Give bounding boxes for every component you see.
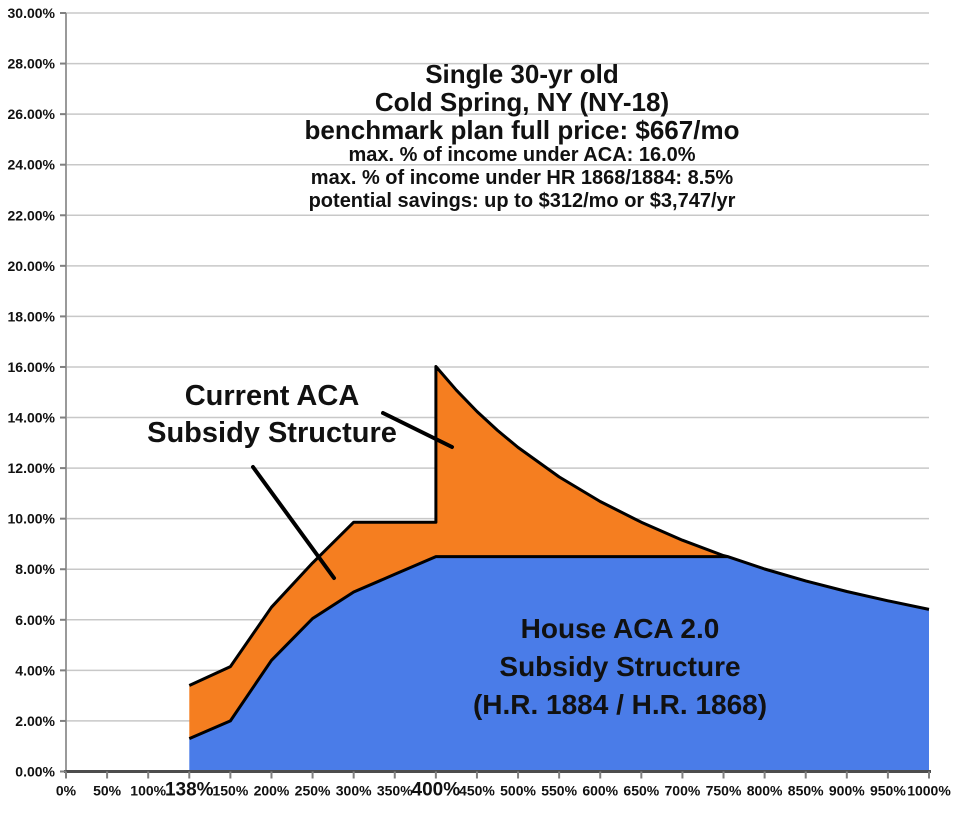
x-tick-label: 800% [746, 782, 783, 799]
x-tick-label: 50% [93, 782, 122, 799]
title-line-location: Cold Spring, NY (NY-18) [374, 87, 670, 117]
y-tick-label: 14.00% [7, 409, 55, 426]
y-tick-label: 30.00% [7, 5, 55, 21]
house-area-label-line1: House ACA 2.0 [520, 613, 720, 644]
x-tick-label: 900% [828, 782, 865, 799]
title-line-hr-max: max. % of income under HR 1868/1884: 8.5% [310, 167, 734, 189]
x-tick-label: 100% [130, 782, 167, 799]
x-tick-label: 400% [411, 779, 461, 801]
house-area-label-line3: (H.R. 1884 / H.R. 1868) [472, 689, 768, 720]
title-line-benchmark: benchmark plan full price: $667/mo [304, 115, 740, 145]
aca-area-label [72, 378, 472, 452]
leader-line [253, 467, 334, 578]
aca-area-label-line1: Current ACA [184, 380, 360, 412]
chart-title-block [242, 60, 802, 213]
x-tick-label: 300% [335, 782, 372, 799]
house-area-label-line2: Subsidy Structure [499, 651, 741, 682]
y-tick-label: 22.00% [7, 207, 55, 224]
x-tick-label: 650% [623, 782, 660, 799]
x-tick-label: 450% [459, 782, 495, 799]
x-tick-label: 138% [164, 779, 214, 801]
x-tick-label: 350% [376, 782, 413, 799]
x-tick-label: 850% [787, 782, 824, 799]
y-tick-label: 8.00% [15, 561, 55, 578]
y-tick-label: 6.00% [15, 611, 55, 628]
y-tick-label: 18.00% [7, 308, 55, 325]
y-tick-label: 20.00% [7, 257, 55, 274]
y-tick-label: 24.00% [7, 156, 55, 173]
x-tick-label: 750% [705, 782, 742, 799]
aca-area-label-line2: Subsidy Structure [147, 417, 397, 449]
y-tick-label: 16.00% [7, 358, 55, 375]
x-tick-label: 150% [212, 782, 249, 799]
x-tick-label: 1000% [907, 782, 951, 799]
x-tick-label: 950% [869, 782, 906, 799]
house-area-label [420, 610, 820, 724]
x-tick-label: 250% [294, 782, 331, 799]
y-tick-label: 10.00% [7, 510, 55, 527]
x-tick-label: 600% [582, 782, 619, 799]
x-tick-label: 550% [541, 782, 578, 799]
y-tick-label: 12.00% [7, 460, 55, 477]
x-tick-label: 500% [500, 782, 536, 799]
x-tick-label: 0% [55, 782, 77, 799]
x-tick-label: 200% [253, 782, 290, 799]
y-tick-label: 28.00% [7, 55, 55, 72]
x-tick-label: 700% [664, 782, 701, 799]
title-line-savings: potential savings: up to $312/mo or $3,747/yr [308, 190, 736, 212]
title-line-aca-max: max. % of income under ACA: 16.0% [348, 144, 696, 166]
y-tick-label: 2.00% [15, 712, 55, 729]
y-tick-label: 0.00% [15, 763, 55, 780]
y-tick-label: 4.00% [15, 662, 55, 679]
y-tick-label: 26.00% [7, 106, 55, 123]
title-line-demographic: Single 30-yr old [425, 59, 619, 89]
